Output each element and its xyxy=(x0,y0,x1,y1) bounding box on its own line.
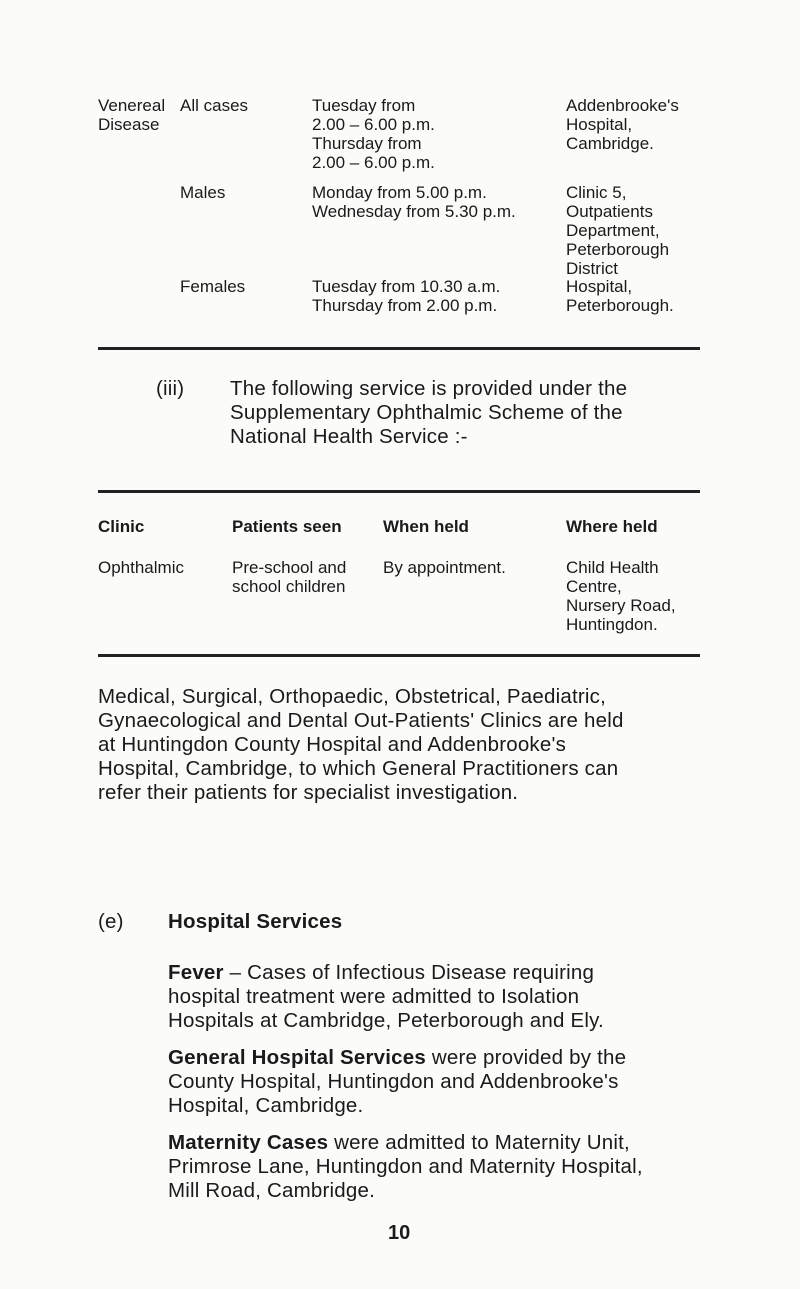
ophth-header-clinic: Clinic xyxy=(98,517,145,536)
ophth-clinic: Ophthalmic xyxy=(98,558,184,577)
fever-label: Fever xyxy=(168,961,224,984)
vd-times-males: Monday from 5.00 p.m. Wednesday from 5.30 p.m. xyxy=(312,183,516,221)
vd-group-all: All cases xyxy=(180,96,249,115)
ophth-when: By appointment. xyxy=(383,558,506,577)
ophth-patients: Pre-school and school children xyxy=(232,558,347,596)
section-iii-text: The following service is provided under the Supplementary Ophthalmic Scheme of the National Health Service :- xyxy=(230,377,628,448)
vd-group-females: Females xyxy=(180,277,246,296)
page-number: 10 xyxy=(388,1222,411,1244)
vd-header xyxy=(98,96,178,134)
vd-times-females: Tuesday from 10.30 a.m. Thursday from 2.00 p.m. xyxy=(312,277,501,315)
divider-rule xyxy=(98,490,700,493)
ophth-header-where: Where held xyxy=(566,517,658,536)
ophth-header-when: When held xyxy=(383,517,469,536)
divider-rule xyxy=(98,347,700,350)
vd-group-males: Males xyxy=(180,183,226,202)
section-iii-marker: (iii) xyxy=(156,377,185,400)
maternity-paragraph: Maternity Cases were admitted to Maternity Unit, Primrose Lane, Huntingdon and Maternity Hospital, Mill Road, Cambridge. xyxy=(168,1131,643,1202)
vd-times-all: Tuesday from 2.00 – 6.00 p.m. Thursday from 2.00 – 6.00 p.m. xyxy=(312,96,435,172)
fever-paragraph: Fever – Cases of Infectious Disease requiring hospital treatment were admitted to Isolation Hospitals at Cambridge, Peterborough and Ely. xyxy=(168,961,604,1032)
general-label: General Hospital Services xyxy=(168,1046,426,1069)
ophth-where: Child Health Centre, Nursery Road, Huntingdon. xyxy=(566,558,676,634)
divider-rule xyxy=(98,654,700,657)
clinics-paragraph: Medical, Surgical, Orthopaedic, Obstetrical, Paediatric, Gynaecological and Dental Out-Patients' Clinics are held at Huntingdon County Hospital and Addenbrooke's Hospital, Cambridge, to which General Practitioners can refer their patients for specialist investigation. xyxy=(98,685,624,804)
maternity-label: Maternity Cases xyxy=(168,1131,329,1154)
section-e-heading: Hospital Services xyxy=(168,910,343,933)
vd-place-females: Hospital, Peterborough. xyxy=(566,277,674,315)
ophth-header-patients: Patients seen xyxy=(232,517,342,536)
vd-place-all: Addenbrooke's Hospital, Cambridge. xyxy=(566,96,679,153)
vd-disease-label: Venereal Disease xyxy=(98,96,166,134)
general-paragraph: General Hospital Services were provided by the County Hospital, Huntingdon and Addenbrooke's Hospital, Cambridge. xyxy=(168,1046,627,1117)
vd-place-males: Clinic 5, Outpatients Department, Peterborough District xyxy=(566,183,670,278)
section-e-marker: (e) xyxy=(98,910,124,933)
